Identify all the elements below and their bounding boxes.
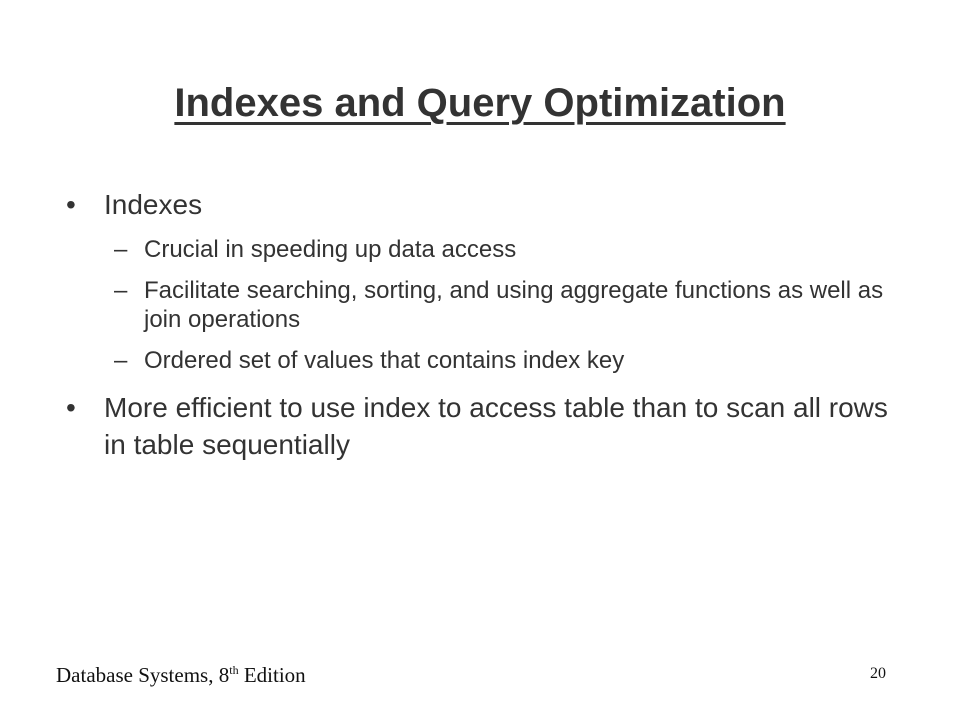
sub-bullet-text: Ordered set of values that contains index key bbox=[144, 347, 625, 374]
sub-bullet-item bbox=[66, 235, 906, 264]
footer-book-prefix: Database Systems, 8 bbox=[56, 663, 230, 687]
bullet-marker: • bbox=[66, 392, 76, 423]
page-number: 20 bbox=[870, 665, 886, 682]
footer-book-title bbox=[56, 662, 306, 688]
bullet-item bbox=[66, 389, 906, 463]
slide-body bbox=[66, 186, 906, 463]
dash-marker: – bbox=[114, 277, 128, 304]
bullet-marker: • bbox=[66, 189, 76, 220]
bullet-text: Indexes bbox=[104, 189, 203, 220]
dash-marker: – bbox=[114, 347, 128, 374]
dash-marker: – bbox=[114, 236, 128, 263]
sub-bullet-item bbox=[66, 346, 906, 375]
footer-book-suffix: Edition bbox=[238, 663, 306, 687]
footer-book-superscript: th bbox=[229, 663, 239, 677]
bullet-text: More efficient to use index to access table than to scan all rows in table sequentially bbox=[104, 392, 888, 460]
sub-bullet-text: Facilitate searching, sorting, and using aggregate functions as well as join operations bbox=[144, 277, 884, 333]
sub-bullet-text: Crucial in speeding up data access bbox=[144, 236, 517, 263]
slide-title: Indexes and Query Optimization bbox=[174, 81, 786, 125]
sub-bullet-item bbox=[66, 276, 906, 334]
bullet-item bbox=[66, 186, 906, 223]
